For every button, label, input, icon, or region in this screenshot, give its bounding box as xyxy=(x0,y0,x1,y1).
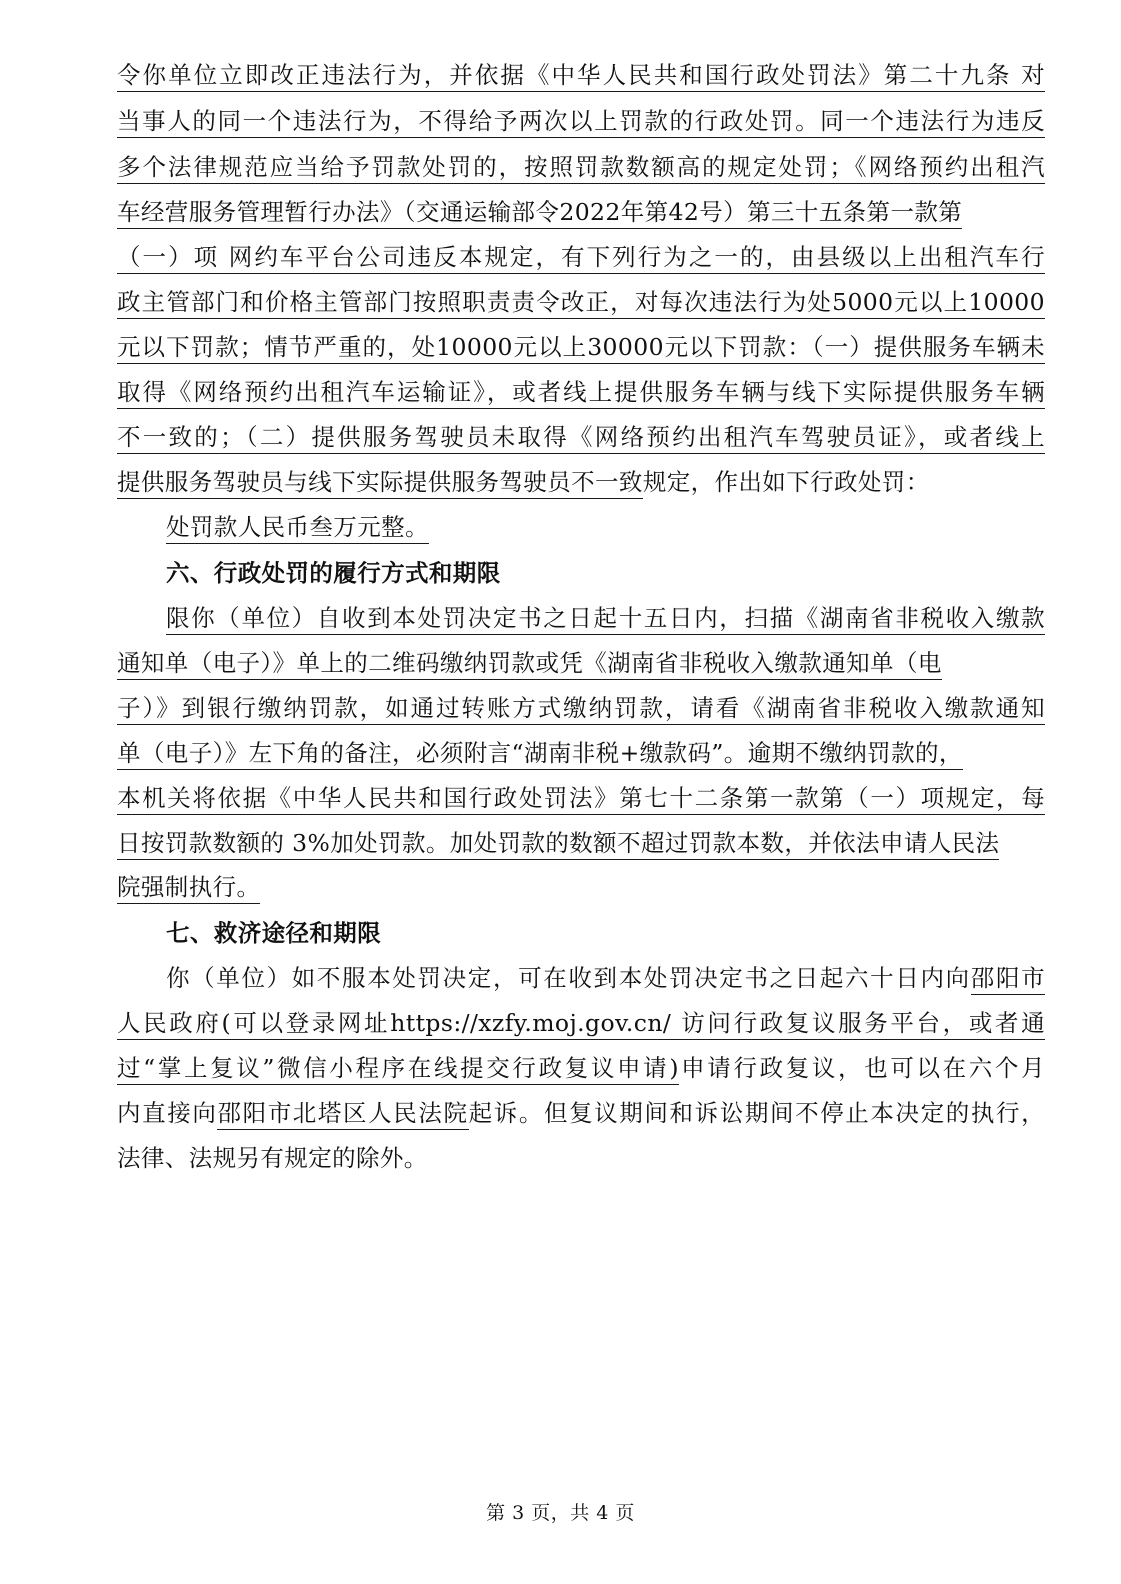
paragraph-line: 本机关将依据《中华人民共和国行政处罚法》第七十二条第一款第（一）项规定，每 xyxy=(117,781,1045,815)
paragraph-line: 人民政府(可以登录网址https://xzfy.moj.gov.cn/ 访问行政复议服务平台，或者通 xyxy=(117,1006,1045,1040)
paragraph-line: 不一致的；（二）提供服务驾驶员未取得《网络预约出租汽车驾驶员证》，或者线上 xyxy=(117,420,1045,454)
paragraph-line: （一）项 网约车平台公司违反本规定，有下列行为之一的，由县级以上出租汽车行 xyxy=(117,240,1045,274)
paragraph-line: 你（单位）如不服本处罚决定，可在收到本处罚决定书之日起六十日内向邵阳市 xyxy=(166,961,1045,995)
paragraph-line: 提供服务驾驶员与线下实际提供服务驾驶员不一致规定，作出如下行政处罚： xyxy=(117,465,930,499)
paragraph-line: 元以下罚款；情节严重的，处10000元以上30000元以下罚款：（一）提供服务车辆未 xyxy=(117,330,1045,364)
paragraph-line: 当事人的同一个违法行为，不得给予两次以上罚款的行政处罚。同一个违法行为违反 xyxy=(117,104,1045,138)
paragraph-line: 政主管部门和价格主管部门按照职责责令改正，对每次违法行为处5000元以上10000 xyxy=(117,285,1045,319)
paragraph-line: 过“掌上复议”微信小程序在线提交行政复议申请)申请行政复议，也可以在六个月 xyxy=(117,1051,1045,1085)
page-number: 第 3 页，共 4 页 xyxy=(486,1502,635,1524)
section-heading: 六、行政处罚的履行方式和期限 xyxy=(166,559,501,587)
paragraph-line: 通知单（电子）》单上的二维码缴纳罚款或凭《湖南省非税收入缴款通知单（电 xyxy=(117,646,942,680)
paragraph-line: 限你（单位）自收到本处罚决定书之日起十五日内，扫描《湖南省非税收入缴款 xyxy=(166,601,1045,635)
paragraph-line: 车经营服务管理暂行办法》（交通运输部令2022年第42号）第三十五条第一款第 xyxy=(117,195,962,229)
paragraph-line: 令你单位立即改正违法行为，并依据《中华人民共和国行政处罚法》第二十九条 对 xyxy=(117,58,1045,92)
penalty-amount: 处罚款人民币叁万元整。 xyxy=(166,510,429,544)
paragraph-line: 法律、法规另有规定的除外。 xyxy=(117,1144,428,1172)
paragraph-line: 单（电子）》左下角的备注，必须附言“湖南非税+缴款码”。逾期不缴纳罚款的， xyxy=(117,736,963,770)
paragraph-line: 取得《网络预约出租汽车运输证》，或者线上提供服务车辆与线下实际提供服务车辆 xyxy=(117,375,1045,409)
paragraph-line: 子）》到银行缴纳罚款，如通过转账方式缴纳罚款，请看《湖南省非税收入缴款通知 xyxy=(117,691,1045,725)
paragraph-line: 院强制执行。 xyxy=(117,870,260,904)
section-heading: 七、救济途径和期限 xyxy=(166,919,382,947)
paragraph-line: 多个法律规范应当给予罚款处罚的，按照罚款数额高的规定处罚；《网络预约出租汽 xyxy=(117,150,1045,184)
paragraph-line: 内直接向邵阳市北塔区人民法院起诉。但复议期间和诉讼期间不停止本决定的执行， xyxy=(117,1096,1045,1130)
paragraph-line: 日按罚款数额的 3%加处罚款。加处罚款的数额不超过罚款本数，并依法申请人民法 xyxy=(117,826,999,860)
